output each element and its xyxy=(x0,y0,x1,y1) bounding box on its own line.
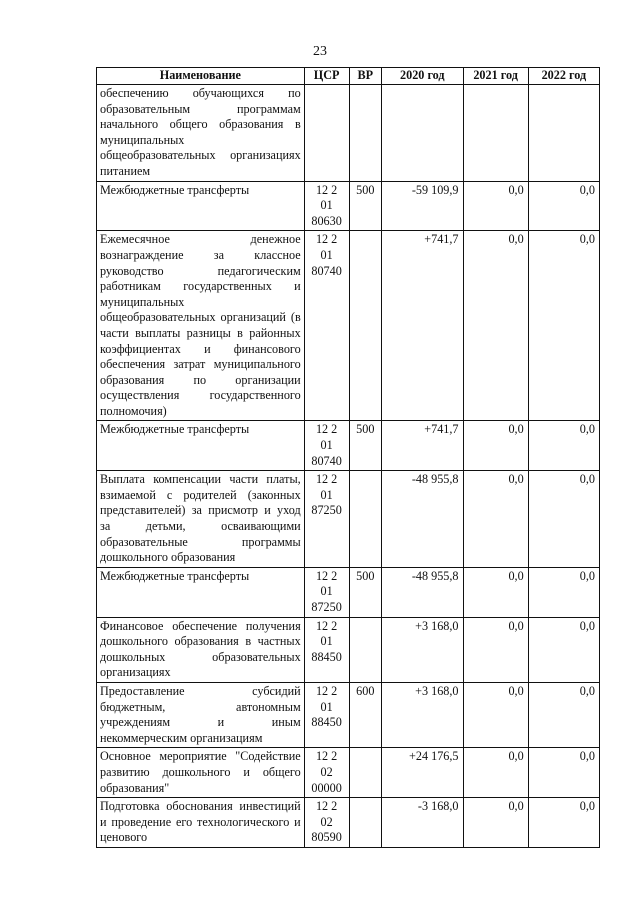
row-2021-cell: 0,0 xyxy=(463,748,528,798)
row-2020-cell: -59 109,9 xyxy=(382,181,463,231)
row-csr-cell: 12 2 01 88450 xyxy=(304,617,349,682)
table-body xyxy=(97,85,600,848)
row-2022-cell: 0,0 xyxy=(528,181,599,231)
row-vr-cell xyxy=(349,471,382,568)
header-2020: 2020 год xyxy=(382,68,463,85)
row-name-cell: Основное мероприятие "Содействие развитию дошкольного и общего образования" xyxy=(97,748,305,798)
row-2020-cell xyxy=(382,85,463,182)
row-2022-cell: 0,0 xyxy=(528,421,599,471)
table-row xyxy=(97,421,600,471)
row-2021-cell: 0,0 xyxy=(463,471,528,568)
row-2022-cell: 0,0 xyxy=(528,617,599,682)
row-name-cell: обеспечению обучающихся по образовательным программам начального общего образования в муниципальных общеобразовательных организациях питанием xyxy=(97,85,305,182)
row-2021-cell: 0,0 xyxy=(463,682,528,747)
row-2021-cell: 0,0 xyxy=(463,421,528,471)
row-csr-cell: 12 2 01 80630 xyxy=(304,181,349,231)
row-2022-cell: 0,0 xyxy=(528,231,599,421)
row-vr-cell xyxy=(349,85,382,182)
row-csr-cell: 12 2 02 00000 xyxy=(304,748,349,798)
row-vr-cell: 500 xyxy=(349,421,382,471)
table-row xyxy=(97,682,600,747)
row-2020-cell: -3 168,0 xyxy=(382,798,463,848)
table-header-row xyxy=(97,68,600,85)
row-name-cell: Межбюджетные трансферты xyxy=(97,181,305,231)
row-name-cell: Предоставление субсидий бюджетным, автономным учреждениям и иным некоммерческим организациям xyxy=(97,682,305,747)
row-name-cell: Финансовое обеспечение получения дошкольного образования в частных дошкольных образовательных организациях xyxy=(97,617,305,682)
row-csr-cell: 12 2 01 88450 xyxy=(304,682,349,747)
page-number: 23 xyxy=(313,44,327,59)
header-csr: ЦСР xyxy=(304,68,349,85)
row-vr-cell xyxy=(349,748,382,798)
row-name-cell: Межбюджетные трансферты xyxy=(97,421,305,471)
row-2021-cell: 0,0 xyxy=(463,798,528,848)
row-name-cell: Ежемесячное денежное вознаграждение за классное руководство педагогическим работникам государственных и муниципальных общеобразовательных организаций (в части выплаты разницы в районных коэффициентах и финансового обеспечения затрат муниципального образования по организации осуществления государственного полномочия) xyxy=(97,231,305,421)
row-vr-cell: 600 xyxy=(349,682,382,747)
header-2022: 2022 год xyxy=(528,68,599,85)
row-2021-cell: 0,0 xyxy=(463,617,528,682)
row-name-cell: Подготовка обоснования инвестиций и проведение его технологического и ценового xyxy=(97,798,305,848)
row-name-cell: Межбюджетные трансферты xyxy=(97,567,305,617)
row-vr-cell: 500 xyxy=(349,567,382,617)
row-csr-cell: 12 2 01 80740 xyxy=(304,231,349,421)
row-2020-cell: +24 176,5 xyxy=(382,748,463,798)
table-row xyxy=(97,181,600,231)
header-name: Наименование xyxy=(97,68,305,85)
row-vr-cell xyxy=(349,798,382,848)
row-csr-cell: 12 2 01 80740 xyxy=(304,421,349,471)
row-2021-cell xyxy=(463,85,528,182)
table-row xyxy=(97,471,600,568)
row-2021-cell: 0,0 xyxy=(463,231,528,421)
table-row xyxy=(97,617,600,682)
table-row xyxy=(97,567,600,617)
row-2021-cell: 0,0 xyxy=(463,181,528,231)
row-2020-cell: -48 955,8 xyxy=(382,567,463,617)
table-row xyxy=(97,798,600,848)
row-2020-cell: +3 168,0 xyxy=(382,682,463,747)
row-2022-cell xyxy=(528,85,599,182)
row-vr-cell xyxy=(349,617,382,682)
row-csr-cell: 12 2 01 87250 xyxy=(304,567,349,617)
row-name-cell: Выплата компенсации части платы, взимаемой с родителей (законных представителей) за присмотр и уход за детьми, осваивающими образовательные программы дошкольного образования xyxy=(97,471,305,568)
header-2021: 2021 год xyxy=(463,68,528,85)
table-row xyxy=(97,85,600,182)
row-2020-cell: +741,7 xyxy=(382,231,463,421)
row-2020-cell: -48 955,8 xyxy=(382,471,463,568)
row-2022-cell: 0,0 xyxy=(528,682,599,747)
table-row xyxy=(97,231,600,421)
row-2022-cell: 0,0 xyxy=(528,567,599,617)
row-2020-cell: +3 168,0 xyxy=(382,617,463,682)
row-vr-cell: 500 xyxy=(349,181,382,231)
row-csr-cell: 12 2 02 80590 xyxy=(304,798,349,848)
budget-table xyxy=(96,67,600,848)
row-csr-cell xyxy=(304,85,349,182)
row-csr-cell: 12 2 01 87250 xyxy=(304,471,349,568)
header-vr: ВР xyxy=(349,68,382,85)
row-2021-cell: 0,0 xyxy=(463,567,528,617)
row-2022-cell: 0,0 xyxy=(528,471,599,568)
row-vr-cell xyxy=(349,231,382,421)
row-2022-cell: 0,0 xyxy=(528,798,599,848)
row-2020-cell: +741,7 xyxy=(382,421,463,471)
row-2022-cell: 0,0 xyxy=(528,748,599,798)
table-row xyxy=(97,748,600,798)
